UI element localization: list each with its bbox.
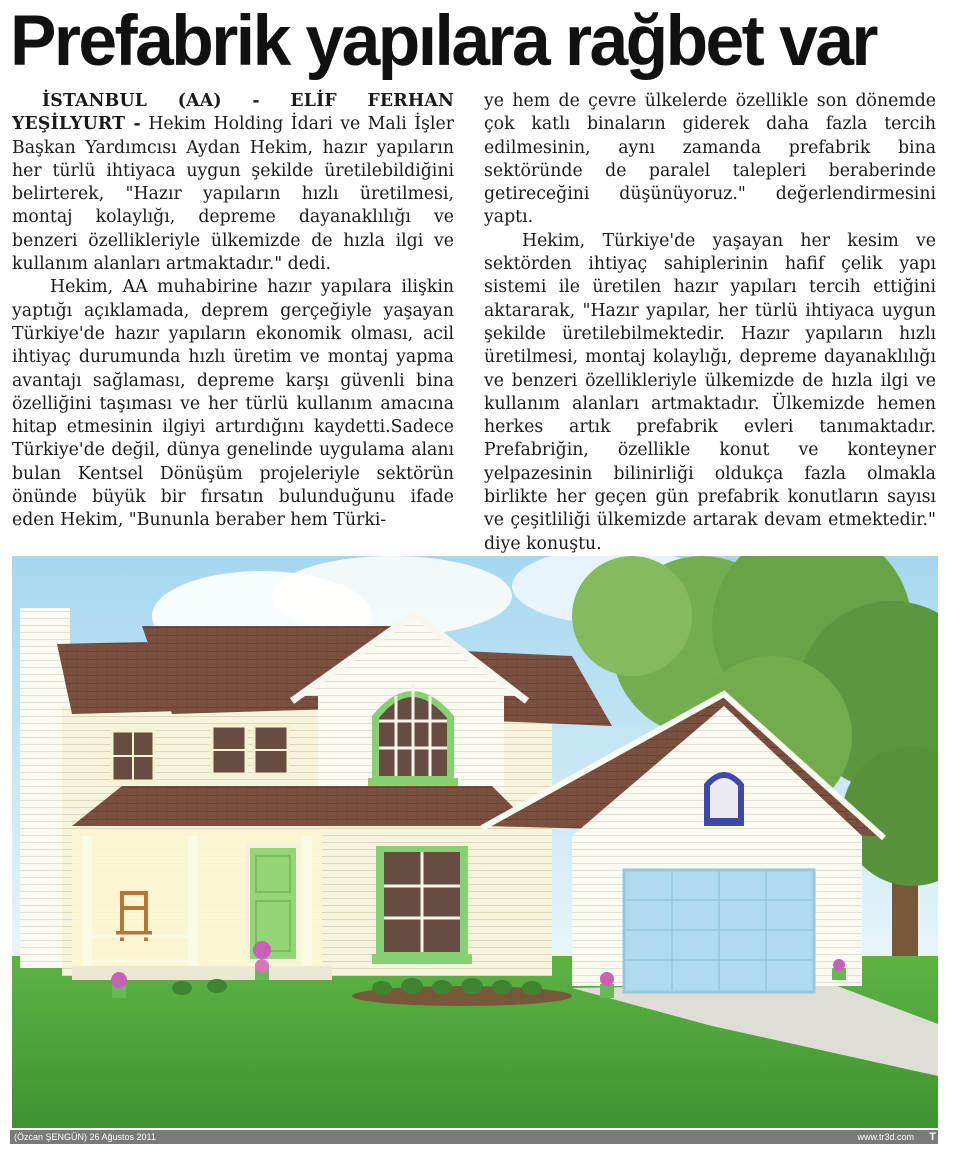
- house-illustration: [12, 556, 938, 1128]
- photo-credit: (Özcan ŞENGÜN) 26 Ağustos 2011: [14, 1132, 156, 1142]
- paragraph-2: Hekim, AA muhabirine hazır yapılara ilişkin yaptığı açıklamada, deprem gerçeğiyle yaşayan Türkiye'de hazır yapıların ekonomik olması, acil ihtiyaç durumunda hızlı üretim ve montaj yapma avantajı sağlaması, depreme karşı güvenli bina özelliğini taşıması ve her türlü kullanım amacına hitap etmesinin ilgiyi artırdığını kaydetti.Sadece Türkiye'de değil, dünya genelinde uygulama alanı bulan Kentsel Dönüşüm projeleriyle sektörün önünde büyük bir fırsatın bulunduğunu ifade eden Hekim, "Bununla beraber hem Türki-: [12, 277, 454, 531]
- caption-bar: [10, 1130, 938, 1144]
- paragraph-2-continued: ye hem de çevre ülkelerde özellikle son dönemde çok katlı binaların giderek daha fazla tercih edilmesinin, aynı zamanda prefabrik bina sektöründe de paralel talepleri beraberinde getireceğini düşünüyoruz." değerlendirmesini yaptı.: [484, 91, 936, 228]
- website-link[interactable]: www.tr3d.com: [857, 1132, 914, 1142]
- corner-mark: T: [929, 1131, 936, 1143]
- article-column-left: [12, 90, 454, 533]
- byline: İSTANBUL (AA) - ELİF FERHAN YEŞİLYURT -: [12, 91, 454, 135]
- article-column-right: [484, 90, 936, 556]
- paragraph-3: Hekim, Türkiye'de yaşayan her kesim ve sektörden ihtiyaç sahiplerinin hafif çelik yapı sistemi ile üretilen hazır yapıları tercih ettiğini aktararak, "Hazır yapılar, her türlü ihtiyaca uygun şekilde üretilebilmektedir. Hazır yapıların hızlı üretilmesi, montaj kolaylığı, depreme dayanaklılığı ve benzeri özellikleriyle ülkemizde de hızla ilgi ve kullanım alanları artmaktadır. Ülkemizde hemen herkes artık prefabrik evleri tanımaktadır. Prefabriğin, özellikle konut ve konteyner yelpazesinin bilinirliği oldukça fazla olmakla birlikte her geçen gün prefabrik konutların sayısı ve çeşitliliği ülkemizde artarak devam etmektedir." diye konuştu.: [484, 230, 936, 554]
- lead-paragraph: [12, 90, 454, 276]
- house-photo: [12, 556, 938, 1128]
- headline: Prefabrik yapılara rağbet var: [10, 2, 876, 81]
- lead-text: Hekim Holding İdari ve Mali İşler Başkan Yardımcısı Aydan Hekim, hazır yapıların her türlü ihtiyaca uygun şekilde üretilebildiğini belirterek, "Hazır yapıların hızlı üretilmesi, montaj kolaylığı, depreme dayanaklılığı ve benzeri özellikleriyle ülkemizde de hızla ilgi ve kullanım alanları artmaktadır." dedi.: [12, 114, 454, 275]
